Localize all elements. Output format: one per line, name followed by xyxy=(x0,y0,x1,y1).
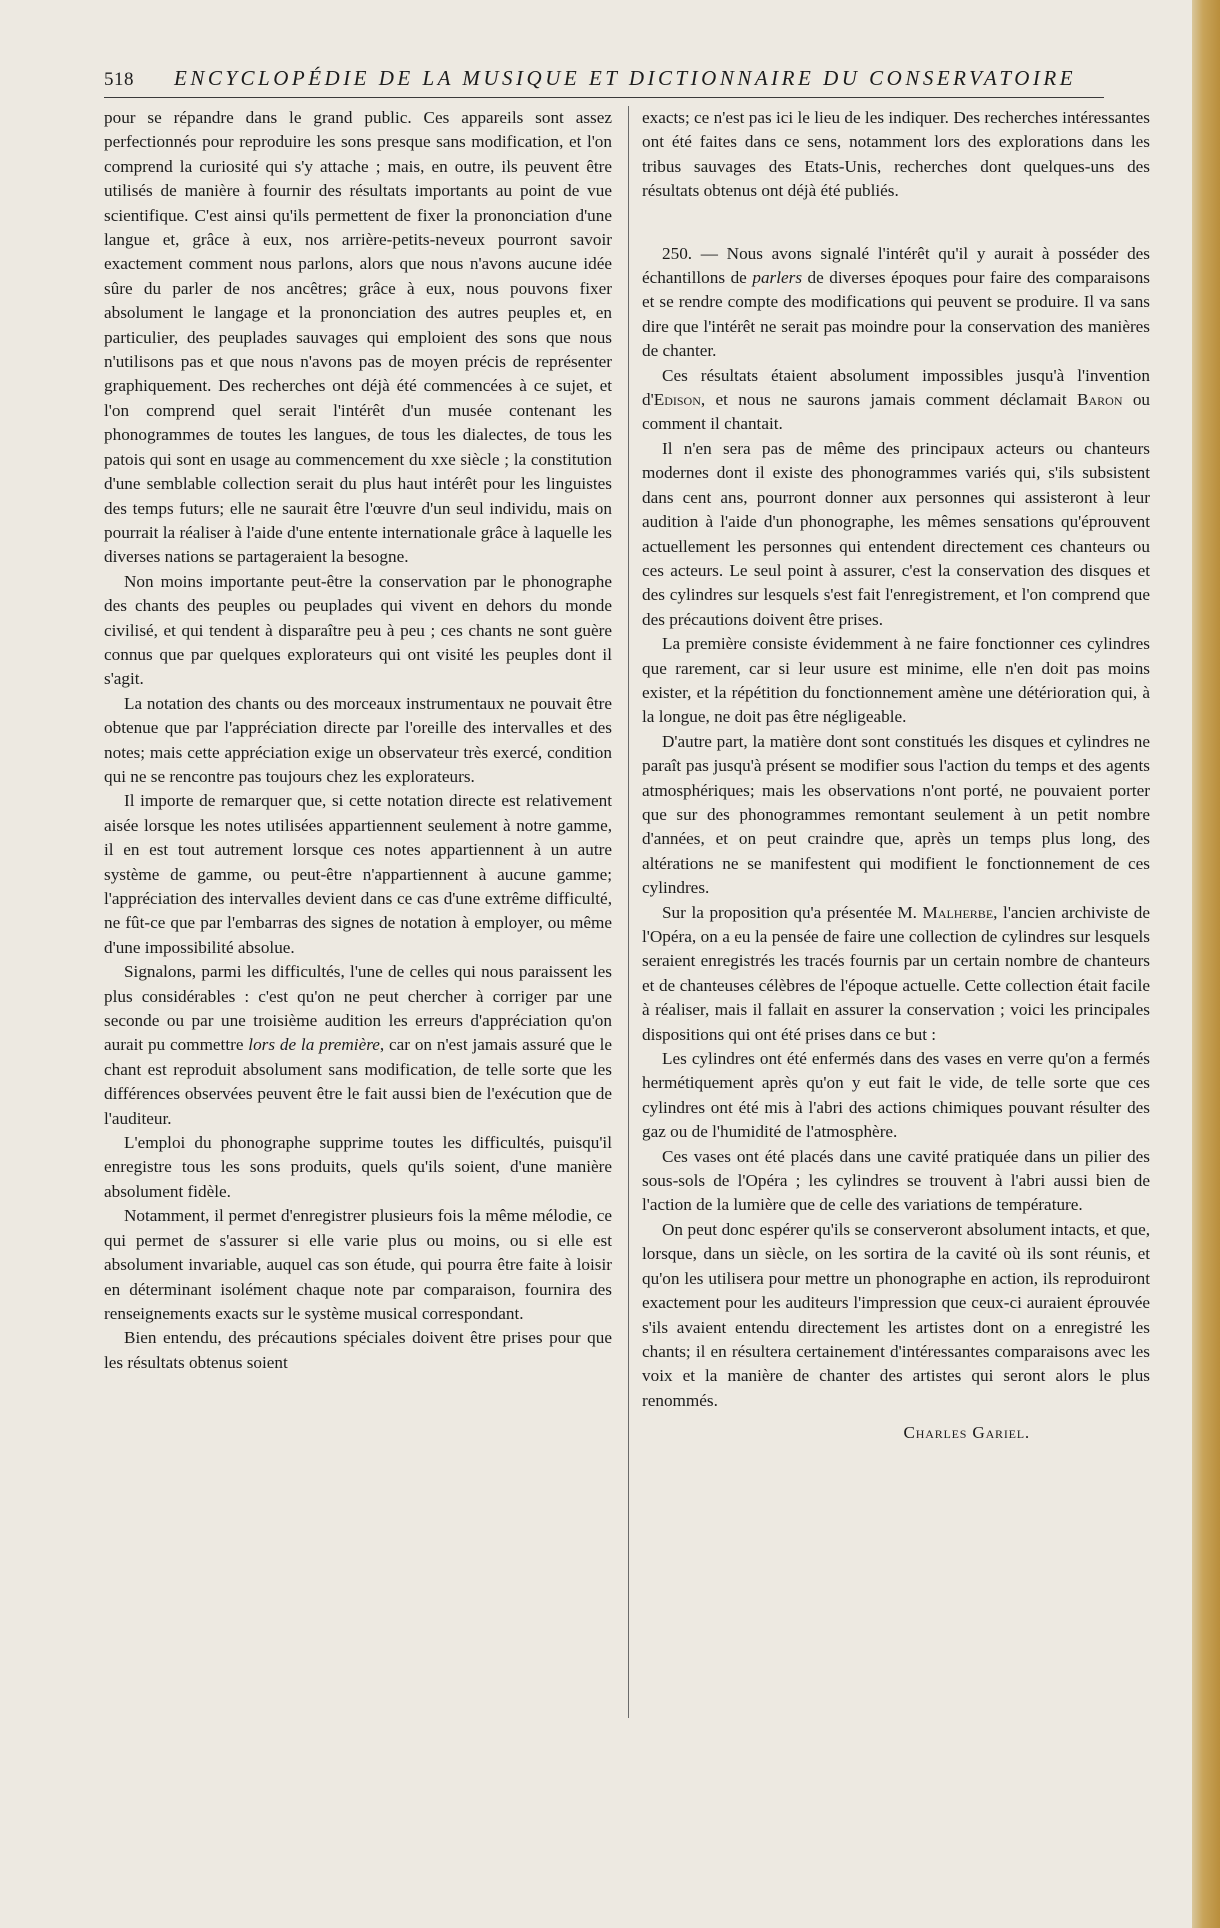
section-paragraph xyxy=(642,242,1150,364)
text-run: , car on n'est jamais assuré que le chant est reproduit absolument sans modification, de telle sorte que les différences observées peuvent être le fait aussi bien de l'exécution que de l'auditeur. xyxy=(104,1035,612,1128)
paragraph: On peut donc espérer qu'ils se conserveront absolument intacts, et que, lorsque, dans un siècle, on les sortira de la cavité où ils sont réunis, et qu'on les utilisera pour mettre un phonographe en action, ils reproduiront exactement pour les auditeurs l'impression que ceux-ci auraient éprouvée s'ils avaient entendu directement les artistes dont on a enregistré les chants; il en résultera certainement d'intéressantes comparaisons avec les voix et la manière de chanter des artistes qui seront alors le plus renommés. xyxy=(642,1219,1150,1410)
paragraph: Bien entendu, des précautions spéciales doivent être prises pour que les résultats obtenus soient xyxy=(104,1328,612,1372)
paragraph: La notation des chants ou des morceaux instrumentaux ne pouvait être obtenue que par l'appréciation directe par l'oreille des intervalles et des notes; mais cette appréciation exige un observateur très exercé, condition qui ne se rencontre pas toujours chez les explorateurs. xyxy=(104,693,612,786)
paragraph: Non moins importante peut-être la conservation par le phonographe des chants des peuples ou peuplades qui vivent en dehors du monde civilisé, et qui tendent à disparaître peu à peu ; ces chants ne sont guère connus que par quelques explorateurs qui ont visité les peuples dont il s'agit. xyxy=(104,571,612,689)
paragraph: exacts; ce n'est pas ici le lieu de les indiquer. Des recherches intéressantes ont été faites dans ce sens, notamment lors des explorations dans les tribus sauvages des Etats-Unis, recherches dont quelques-uns des résultats obtenus ont déjà été publiés. xyxy=(642,108,1150,201)
smallcaps-run: Baron xyxy=(1077,390,1123,410)
paragraph xyxy=(642,901,1150,1047)
text-run: de diverses époques pour faire des comparaisons et se rendre compte des modifications qui peuvent se produire. Il va sans dire que l'intérêt ne serait pas moindre pour la conservation des manières de chanter. xyxy=(642,268,1150,361)
text-run: ou comment il chantait. xyxy=(642,390,1151,434)
paragraph: Notamment, il permet d'enregistrer plusieurs fois la même mélodie, ce qui permet de s'assurer si elle varie plus ou moins, ou si elle est absolument invariable, auquel cas son étude, qui pourra être faite à loisir en déterminant isolément chaque note par comparaison, fournira des renseignements exacts sur le système musical correspondant. xyxy=(104,1206,612,1323)
paragraph: Ces vases ont été placés dans une cavité pratiquée dans un pilier des sous-sols de l'Opéra ; les cylindres se trouvent à l'abri aussi bien de l'action de la lumière que de celle des variations de température. xyxy=(642,1146,1150,1215)
running-title: ENCYCLOPÉDIE DE LA MUSIQUE ET DICTIONNAIRE DU CONSERVATOIRE xyxy=(174,66,1077,90)
paragraph xyxy=(104,960,612,1131)
header-rule xyxy=(104,97,1104,98)
paragraph: Il importe de remarquer que, si cette notation directe est relativement aisée lorsque les notes utilisées appartiennent seulement à notre gamme, il en est tout autrement lorsque ces notes appartiennent à un autre système de gamme, ou peut-être n'appartiennent à aucune gamme; l'appréciation des intervalles devient dans ce cas d'une extrême difficulté, ne fût-ce que par l'embarras des signes de notation à employer, ou même d'une impossibilité absolue. xyxy=(104,791,612,957)
paragraph: La première consiste évidemment à ne faire fonctionner ces cylindres que rarement, car si leur usure est minime, elle n'en doit pas moins exister, et la répétition du fonctionnement amène une détérioration qui, à la longue, ne doit pas être négligeable. xyxy=(642,634,1150,727)
text-run: Sur la proposition qu'a présentée M. xyxy=(662,902,923,922)
column-divider xyxy=(628,106,629,1718)
left-column xyxy=(104,106,612,1375)
text-run: Signalons, parmi les difficultés, l'une de celles qui nous paraissent les plus considérables : c'est qu'on ne peut chercher à corriger par une seconde ou par une troisième audition les erreurs d'appréciation qu'on aurait pu commettre xyxy=(104,962,612,1055)
paragraph: Les cylindres ont été enfermés dans des vases en verre qu'on a fermés hermétiquement après qu'on y eut fait le vide, de telle sorte que ces cylindres ont été mis à l'abri des actions chimiques pouvant résulter des gaz ou de l'humidité de l'atmosphère. xyxy=(642,1049,1150,1142)
text-run: 250. — Nous avons signalé l'intérêt qu'il y aurait à posséder des échantillons de xyxy=(642,243,1150,288)
italic-run: parlers xyxy=(752,268,803,288)
page-number: 518 xyxy=(104,69,134,90)
paragraph: L'emploi du phonographe supprime toutes les difficultés, puisqu'il enregistre tous les sons produits, quels qu'ils soient, d'une manière absolument fidèle. xyxy=(104,1133,612,1201)
paragraph: Il n'en sera pas de même des principaux acteurs ou chanteurs modernes dont il existe des phonogrammes variés qui, s'ils subsistent dans cent ans, pourront donner aux personnes qui assisteront à leur audition à l'aide d'un phonographe, les mêmes sensations qu'éprouvent actuellement les personnes qui entendent directement ces chanteurs ou ces acteurs. Le seul point à assurer, c'est la conservation des disques et des cylindres sur lesquels s'est fait l'enregistrement, et l'on comprend que des précautions doivent être prises. xyxy=(642,438,1150,629)
text-run: , l'ancien archiviste de l'Opéra, on a eu la pensée de faire une collection de cylindres sur lesquels seraient enregistrés les tracés fournis par un certain nombre de chanteurs et de chanteuses célèbres de l'époque actuelle. Cette collection était facile à réaliser, mais il fallait en assurer la conservation ; voici les principales dispositions qui ont été prises dans ce but : xyxy=(642,902,1150,1044)
author-signature: Charles Gariel. xyxy=(903,1423,1030,1443)
page-edge xyxy=(1192,0,1220,1928)
smallcaps-run: Edison xyxy=(653,390,701,410)
paragraph: D'autre part, la matière dont sont constitués les disques et cylindres ne paraît pas jusqu'à présent se modifier sous l'action du temps et des agents atmosphériques; mais les observations n'ont porté, ne pouvaient porter que sur des phonogrammes remontant seulement à un petit nombre d'années, et on peut craindre que, après un temps plus long, des altérations ne se manifestent qui modifient le fonctionnement de ces cylindres. xyxy=(642,731,1150,898)
smallcaps-run: Malherbe xyxy=(922,902,994,922)
right-column xyxy=(642,106,1150,1446)
paragraph xyxy=(642,364,1150,437)
text-run: , et nous ne saurons jamais comment déclamait xyxy=(700,390,1078,410)
paragraph: pour se répandre dans le grand public. Ces appareils sont assez perfectionnés pour reproduire les sons presque sans modification, et l'on comprend la curiosité qui s'y attache ; mais, en outre, ils peuvent être utilisés de manière à fournir des résultats importants au point de vue scientifique. C'est ainsi qu'ils permettent de fixer la prononciation d'une langue et, grâce à eux, nos arrière-petits-neveux pourront savoir exactement comment nous parlons, alors que nous n'avons aucune idée sûre du parler de nos ancêtres; grâce à eux, nous pouvons fixer absolument le langage et la prononciation des autres peuples et, en particulier, des peuplades sauvages qui emploient des sons que nous n'utilisons pas et que nous n'avons pas de moyen précis de représenter graphiquement. Des recherches ont déjà été commencées à ce sujet, et l'on comprend quel serait l'intérêt d'un musée contenant les phonogrammes de toutes les langues, de tous les dialectes, de tous les patois qui sont en usage au commencement du xxe siècle ; la constitution d'une semblable collection serait du plus haut intérêt pour les linguistes des temps futurs; elle ne saurait être l'œuvre d'un seul individu, mais on pourrait la réaliser à l'aide d'une entente internationale grâce à laquelle les diverses nations se partageraient la besogne. xyxy=(104,108,612,567)
page-header xyxy=(104,66,1104,94)
text-run: Ces résultats étaient absolument impossibles jusqu'à l'invention d' xyxy=(642,365,1150,410)
italic-run: lors de la première xyxy=(248,1035,380,1055)
